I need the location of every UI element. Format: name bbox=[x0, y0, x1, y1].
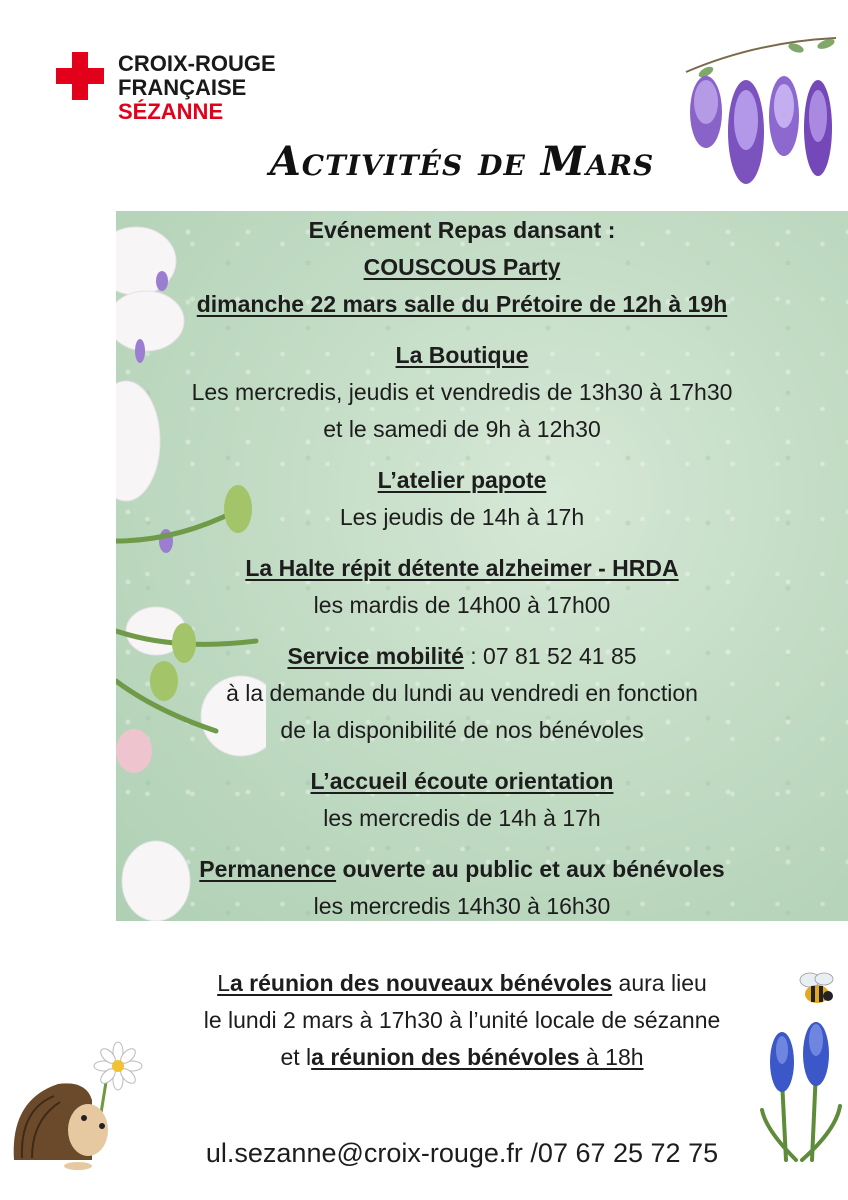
meeting-volunteers: a réunion des bénévoles bbox=[311, 1044, 580, 1070]
meeting-new-volunteers: a réunion des nouveaux bénévoles bbox=[229, 970, 613, 996]
section-heading-permanence: Permanence bbox=[199, 856, 337, 882]
boutique-saturday-hours: et le samedi de 9h à 12h30 bbox=[323, 416, 601, 442]
organization-name bbox=[118, 52, 276, 124]
croix-rouge-logo bbox=[56, 52, 316, 132]
event-name: COUSCOUS Party bbox=[363, 254, 561, 280]
org-name-line1: CROIX-ROUGE bbox=[118, 51, 276, 76]
boutique-hours: Les mercredis, jeudis et vendredis de 13h30 à 17h30 bbox=[191, 379, 733, 405]
event-intro: Evénement Repas dansant : bbox=[308, 217, 616, 243]
service-mobilite-line2: de la disponibilité de nos bénévoles bbox=[280, 717, 644, 743]
hrda-hours: les mardis de 14h00 à 17h00 bbox=[313, 592, 611, 618]
meeting-l1-prefix: L bbox=[217, 970, 230, 996]
contact-info: ul.sezanne@croix-rouge.fr /07 67 25 72 75 bbox=[205, 1138, 719, 1168]
meeting-l3-prefix: et l bbox=[280, 1044, 312, 1070]
activities-list bbox=[76, 212, 848, 925]
meeting-date-location: le lundi 2 mars à 17h30 à l’unité locale de sézanne bbox=[203, 1007, 721, 1033]
atelier-papote-hours: Les jeudis de 14h à 17h bbox=[339, 504, 585, 530]
section-heading-service-mobilite: Service mobilité bbox=[287, 643, 464, 669]
org-name-line2: FRANÇAISE bbox=[118, 75, 247, 100]
section-heading-hrda: La Halte répit détente alzheimer - HRDA bbox=[245, 555, 679, 581]
meeting-l1-rest: aura lieu bbox=[612, 970, 707, 996]
section-heading-boutique: La Boutique bbox=[395, 342, 529, 368]
red-cross-icon bbox=[56, 52, 104, 100]
org-city: SÉZANNE bbox=[118, 99, 224, 124]
section-heading-atelier-papote: L’atelier papote bbox=[377, 467, 547, 493]
section-heading-accueil: L’accueil écoute orientation bbox=[310, 768, 614, 794]
volunteer-meeting-notice bbox=[76, 965, 848, 1076]
event-date-location: dimanche 22 mars salle du Prétoire de 12h à 19h bbox=[196, 291, 728, 317]
service-mobilite-line1: à la demande du lundi au vendredi en fonction bbox=[226, 680, 698, 706]
accueil-hours: les mercredis de 14h à 17h bbox=[323, 805, 601, 831]
page-title: Activités de Mars bbox=[269, 138, 655, 185]
permanence-audience: ouverte au public et aux bénévoles bbox=[336, 856, 725, 882]
bee-illustration bbox=[792, 968, 842, 1014]
meeting-l3-rest: à 18h bbox=[579, 1044, 644, 1070]
permanence-hours: les mercredis 14h30 à 16h30 bbox=[313, 893, 611, 919]
service-mobilite-phone: : 07 81 52 41 85 bbox=[463, 643, 637, 669]
